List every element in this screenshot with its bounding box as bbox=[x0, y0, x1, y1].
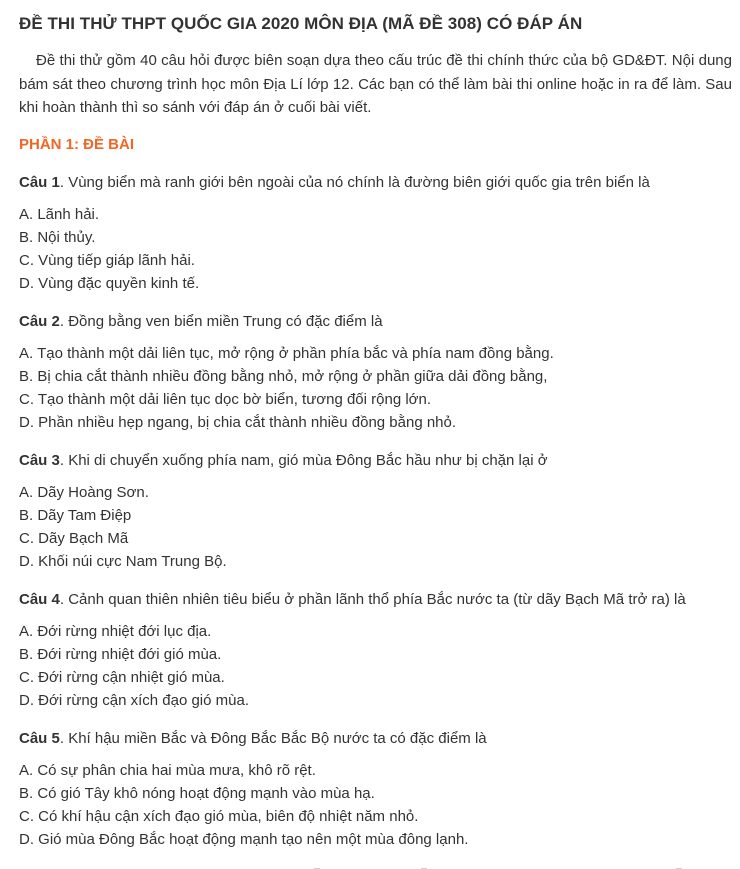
question-number: Câu 2 bbox=[19, 312, 60, 330]
answer-option: D. Phần nhiều hẹp ngang, bị chia cắt thành nhiều đồng bằng nhỏ. bbox=[19, 413, 457, 431]
question-stem bbox=[19, 449, 732, 472]
question-block bbox=[19, 727, 732, 851]
question-text: . Cảnh quan thiên nhiên tiêu biểu ở phần lãnh thổ phía Bắc nước ta (từ dãy Bạch Mã trở ra) là bbox=[59, 590, 686, 608]
answer-option: A. Dãy Hoàng Sơn. bbox=[19, 483, 149, 501]
question-text: . Khí hậu miền Bắc và Đông Bắc Bắc Bộ nước ta có đặc điểm là bbox=[59, 729, 487, 747]
answer-option: B. Có gió Tây khô nóng hoạt động mạnh vào mùa hạ. bbox=[19, 784, 375, 802]
question-number: Câu 4 bbox=[19, 590, 60, 608]
question-block bbox=[19, 310, 732, 434]
question-text: . Đồng bằng ven biển miền Trung có đặc điểm là bbox=[59, 312, 383, 330]
question-stem bbox=[19, 588, 732, 611]
answer-option: D. Vùng đặc quyền kinh tế. bbox=[19, 274, 200, 292]
question-text: . Vùng biển mà ranh giới bên ngoài của nó chính là đường biên giới quốc gia trên biển là bbox=[59, 173, 650, 191]
question-list bbox=[19, 171, 732, 851]
answer-option: B. Bị chia cắt thành nhiều đồng bằng nhỏ, mở rộng ở phần giữa dải đồng bằng, bbox=[19, 367, 548, 385]
article-intro: Đề thi thử gồm 40 câu hỏi được biên soạn dựa theo cấu trúc đề thi chính thức của bộ GD&ĐT. Nội dung bám sát theo chương trình học môn Địa Lí lớp 12. Các bạn có thể làm bài thi online hoặc in ra để làm. Sau khi hoàn thành thì so sánh với đáp án ở cuối bài viết. bbox=[19, 52, 732, 116]
answer-option: B. Dãy Tam Điệp bbox=[19, 506, 132, 524]
answer-option: A. Có sự phân chia hai mùa mưa, khô rõ rệt. bbox=[19, 761, 316, 779]
answer-options bbox=[19, 620, 732, 712]
answer-option: C. Đới rừng cận nhiệt gió mùa. bbox=[19, 668, 225, 686]
question-block bbox=[19, 588, 732, 712]
question-block bbox=[19, 171, 732, 295]
answer-option: C. Vùng tiếp giáp lãnh hải. bbox=[19, 251, 195, 269]
answer-option: D. Gió mùa Đông Bắc hoạt động mạnh tạo nên một mùa đông lạnh. bbox=[19, 830, 469, 848]
answer-options bbox=[19, 759, 732, 851]
answer-options bbox=[19, 203, 732, 295]
question-block bbox=[19, 449, 732, 573]
answer-option: A. Tạo thành một dải liên tục, mở rộng ở phần phía bắc và phía nam đồng bằng. bbox=[19, 344, 554, 362]
answer-option: A. Đới rừng nhiệt đới lục địa. bbox=[19, 622, 212, 640]
answer-option: C. Có khí hậu cận xích đạo gió mùa, biên độ nhiệt năm nhỏ. bbox=[19, 807, 419, 825]
answer-option: D. Khối núi cực Nam Trung Bộ. bbox=[19, 552, 227, 570]
answer-option: A. Lãnh hải. bbox=[19, 205, 100, 223]
answer-option: D. Đới rừng cận xích đạo gió mùa. bbox=[19, 691, 249, 709]
answer-option: B. Đới rừng nhiệt đới gió mùa. bbox=[19, 645, 222, 663]
answer-options bbox=[19, 481, 732, 573]
article-title: ĐỀ THI THỬ THPT QUỐC GIA 2020 MÔN ĐỊA (MÃ ĐỀ 308) CÓ ĐÁP ÁN bbox=[19, 14, 583, 33]
question-stem bbox=[19, 171, 732, 194]
question-stem bbox=[19, 310, 732, 333]
question-text: . Khi di chuyển xuống phía nam, gió mùa Đông Bắc hầu như bị chặn lại ở bbox=[59, 451, 548, 469]
answer-option: B. Nội thủy. bbox=[19, 228, 96, 246]
question-stem bbox=[19, 727, 732, 750]
question-number: Câu 3 bbox=[19, 451, 60, 469]
answer-options bbox=[19, 342, 732, 434]
question-number: Câu 1 bbox=[19, 173, 60, 191]
answer-option: C. Tạo thành một dải liên tục dọc bờ biển, tương đối rộng lớn. bbox=[19, 390, 432, 408]
section-heading: PHẦN 1: ĐỀ BÀI bbox=[19, 135, 135, 153]
answer-option: C. Dãy Bạch Mã bbox=[19, 529, 129, 547]
question-number: Câu 5 bbox=[19, 729, 60, 747]
